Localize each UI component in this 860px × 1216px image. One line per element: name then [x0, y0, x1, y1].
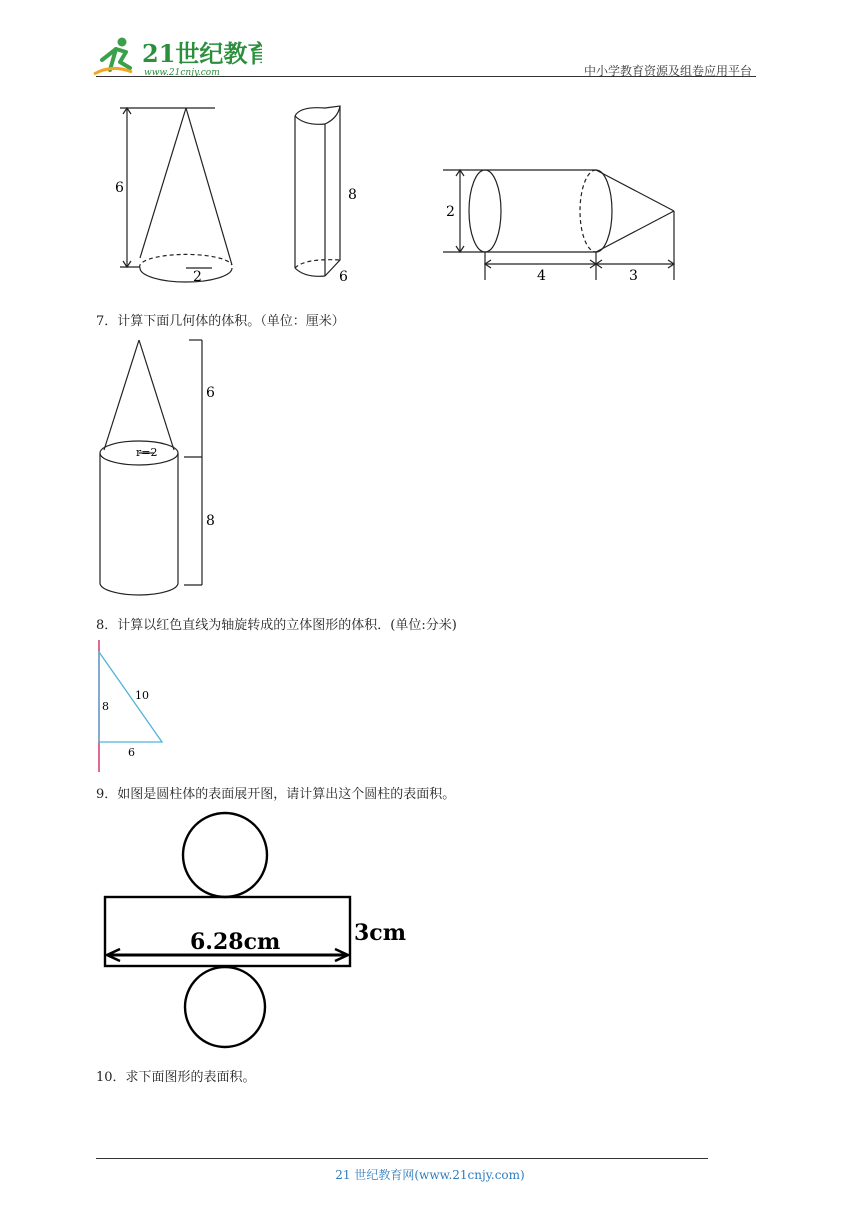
- fig8-triangle: [96, 638, 186, 774]
- cone-radius-label: 2: [193, 269, 202, 285]
- cone-length-label: 3: [629, 268, 638, 284]
- fig7-cone-on-cylinder: [94, 335, 234, 600]
- fig7-radius: r=2: [136, 446, 158, 459]
- logo-text: 21世纪教育: [142, 39, 262, 68]
- cylinder-length-label: 4: [537, 268, 546, 284]
- half-cylinder-base-label: 6: [339, 269, 348, 285]
- cylinder-cone-figure: [443, 170, 674, 280]
- fig7-cone-height: 6: [206, 385, 215, 401]
- cylinder-diameter-label: 2: [446, 204, 455, 220]
- fig9-height: 3cm: [354, 920, 406, 946]
- fig9-length: 6.28cm: [190, 929, 281, 955]
- question-9: 9．如图是圆柱体的表面展开图，请计算出这个圆柱的表面积。: [96, 787, 456, 802]
- footer-text: 21 世纪教育网(www.21cnjy.com): [335, 1168, 525, 1182]
- footer-divider: [96, 1158, 708, 1159]
- question-7: 7．计算下面几何体的体积。（单位：厘米）: [96, 314, 345, 329]
- fig8-vertical: 8: [102, 700, 109, 713]
- runner-icon: [94, 38, 132, 75]
- cone-figure: [120, 108, 232, 282]
- logo-url: www.21cnjy.com: [144, 68, 220, 78]
- site-logo: [92, 34, 262, 80]
- fig9-cylinder-net: [100, 810, 420, 1050]
- half-cylinder-figure: [295, 106, 340, 276]
- question-8: 8．计算以红色直线为轴旋转成的立体图形的体积．(单位:分米): [96, 618, 457, 633]
- fig8-hypotenuse: 10: [135, 689, 149, 702]
- top-figures: [100, 100, 700, 290]
- header-tagline: 中小学教育资源及组卷应用平台: [583, 64, 752, 78]
- header-divider: [96, 76, 756, 77]
- question-10: 10．求下面图形的表面积。: [96, 1070, 256, 1085]
- fig8-base: 6: [128, 746, 135, 759]
- half-cylinder-height-label: 8: [348, 187, 357, 203]
- fig7-cylinder-height: 8: [206, 513, 215, 529]
- cone-height-label: 6: [115, 180, 124, 196]
